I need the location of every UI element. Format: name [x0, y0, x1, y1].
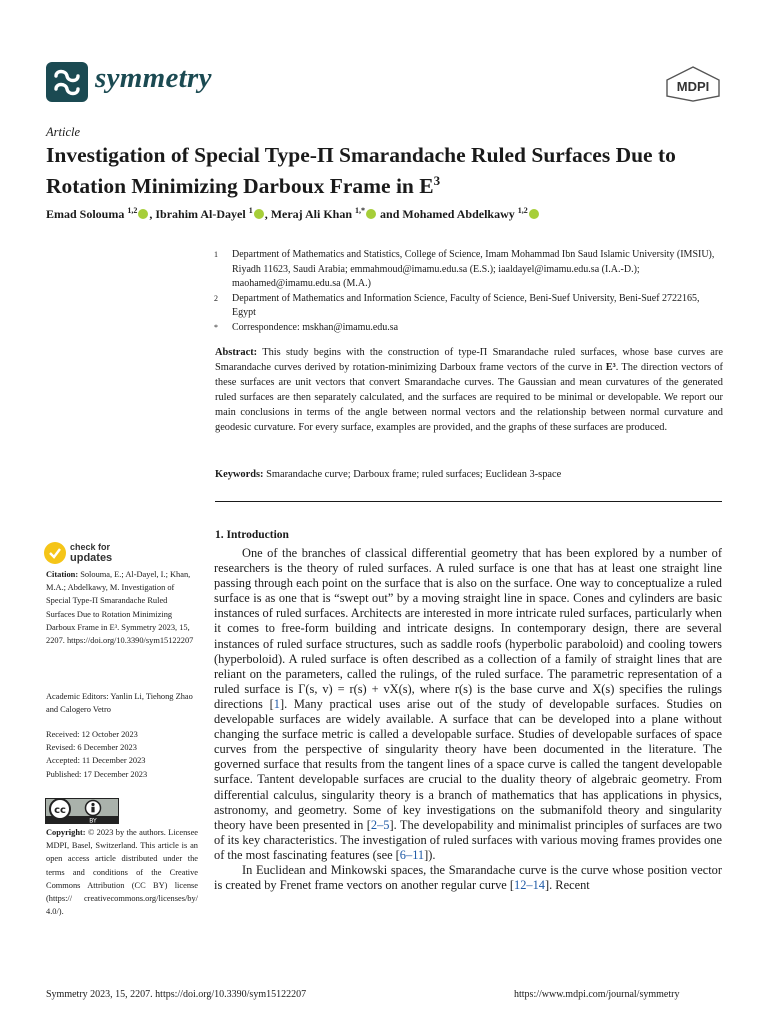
keywords: Keywords: Smarandache curve; Darboux frame; ruled surfaces; Euclidean 3-space [215, 469, 562, 480]
abstract: Abstract: This study begins with the construction of type-Π Smarandache ruled surfaces, whose base curves are Smarandache curves derived by rotation-minimizing Darboux frame vectors of the curve in E³. The direction vectors of these surfaces are unit vectors that convert Smarandache curves. The Gaussian and mean curvatures of the generated ruled surfaces are then separately calculated, and the surfaces are required to be minimal or developable. We report our main conclusions in terms of the angle between normal vectors and the relationship between normal curvature and geodesic curvature. For every surface, examples are provided, and the graphs of these surfaces are produced. [215, 347, 723, 434]
citation-link[interactable]: 12–14 [514, 878, 545, 893]
correspondence: * Correspondence: mskhan@imamu.edu.sa [214, 321, 399, 333]
academic-editors: Academic Editors: Yanlin Li, Tiehong Zhao and Calogero Vetro [46, 692, 193, 715]
author-name[interactable]: Meraj Ali Khan [270, 207, 353, 221]
citation-link[interactable]: 1 [273, 696, 280, 711]
publisher-name: MDPI [676, 79, 710, 94]
orcid-icon[interactable] [138, 209, 148, 219]
article-type: Article [46, 125, 81, 139]
check-for-updates-icon[interactable] [44, 542, 66, 564]
author-name[interactable]: Ibrahim Al-Dayel [155, 207, 246, 221]
journal-name: symmetry [95, 62, 212, 94]
divider [215, 501, 722, 502]
orcid-icon[interactable] [366, 209, 376, 219]
check-for-updates-button[interactable]: check for updates [70, 542, 113, 564]
publication-dates: Received: 12 October 2023 Revised: 6 December 2023 Accepted: 11 December 2023 Published: 17 December 2023 [46, 730, 148, 779]
citation-link[interactable]: 6–11 [399, 847, 425, 862]
introduction-body [214, 546, 722, 893]
paragraph: In Euclidean and Minkowski spaces, the Smarandache curve is the curve whose position vector is created by Frenet frame vectors on another regular curve [12–14]. Recent [214, 862, 722, 893]
svg-text:cc: cc [54, 805, 66, 816]
section-heading: 1. Introduction [215, 529, 289, 541]
cc-by-label: BY [89, 817, 97, 824]
symmetry-logo-icon [46, 62, 88, 102]
mdpi-logo-icon [664, 66, 722, 102]
author-list: Emad Solouma $^{1,2}$ , Ibrahim Al-Dayel $^1$ , Meraj Ali Khan $^{1,*}$ and Mohamed Abdelkawy $^{1,2}$ [46, 206, 726, 222]
orcid-icon[interactable] [529, 209, 539, 219]
cc-by-license-icon[interactable] [45, 798, 119, 824]
citation-link[interactable]: 2–5 [370, 817, 390, 832]
citation-block: Citation: Solouma, E.; Al-Dayel, I.; Khan, M.A.; Abdelkawy, M. Investigation of Special Type-Π Smarandache Ruled Surfaces Due to Rotation Minimizing Darboux Frame in E³. Symmetry 2023, 15, 2207. https://doi.org/10.3390/sym15122207 [46, 570, 194, 646]
copyright-notice: Copyright: © 2023 by the authors. Licensee MDPI, Basel, Switzerland. This article is an open access article distributed under the terms and conditions of the Creative Commons Attribution (CC BY) license (https:// creativecommons.org/licenses/by/ 4.0/). [46, 828, 198, 917]
affiliations [214, 248, 724, 336]
author-name[interactable]: Emad Solouma [46, 207, 125, 221]
paragraph: One of the branches of classical differential geometry that has been explored by a number of researchers is the theory of ruled surfaces. A ruled surface is one that has at least one straight line passing through each point on the surface that is also on the surface. One way to conceptualize a ruled surface is as one that is “swept out” by a moving straight line in space. Cones and cylinders are basic instances of ruled surfaces. Architects are interested in more intricate ruled surfaces, particularly when it comes to free-form building and intricate designs. In contemporary design, there are several instances of ruled surface structures, such as saddle roofs (hyperbolic paraboloid) and cooling towers (hyperboloid). A ruled surface is often described as a collection of a family of straight lines that are reliant on the parameters, called the rulings, of the ruled surface. The parametric representation of a ruled surface is Γ(s, v) = r(s) + vX(s), where r(s) is the base curve and X(s) specifies the rulings directions [1]. Many practical uses arise out of the study of developable surfaces. Studies on developable surfaces are widely available. A surface that can be developed into a plane without changing the surface metric is called a developable surface. Studies of developable surfaces of space curves from the perspective of singularity theory have been documented in the literature. The governed surface that results from the tangent lines of a space curve is called the tangent developable surface. Tantent developable surfaces are crucial to the duality theory of algebraic geometry. From differential calculus, singularity theory is a branch of mathematics that has applications in physics, astronomy, and geometry. Some of key investigations on the submanifold theory and singularity theory have been presented in [2–5]. The developability and minimalist principles of surfaces are two of its key characteristics. The investigation of ruled surfaces with various moving frames provides one of the most fascinating features (see [6–11]). [214, 546, 722, 862]
page-title: Investigation of Special Type-Π Smarandache Ruled Surfaces Due to Rotation Minimizing Darboux Frame in $E^3$ [46, 143, 676, 199]
author-name[interactable]: Mohamed Abdelkawy [402, 207, 515, 221]
orcid-icon[interactable] [254, 209, 264, 219]
affiliation: 1 Department of Mathematics and Statistics, College of Science, Imam Mohammad Ibn Saud Islamic University (IMSIU), Riyadh 11623, Saudi Arabia; emmahmoud@imamu.edu.sa (E.S.); iaaldayel@imamu.edu.sa (I.A.-D.); maohamed@imamu.edu.sa (M.A.) [214, 249, 715, 290]
footer-journal-link[interactable]: https://www.mdpi.com/journal/symmetry [514, 989, 680, 1000]
footer-citation: Symmetry 2023, 15, 2207. https://doi.org/10.3390/sym15122207 [46, 989, 307, 1000]
affiliation: 2 Department of Mathematics and Information Science, Faculty of Science, Beni-Suef University, Beni-Suef 2722165, Egypt [214, 292, 700, 319]
